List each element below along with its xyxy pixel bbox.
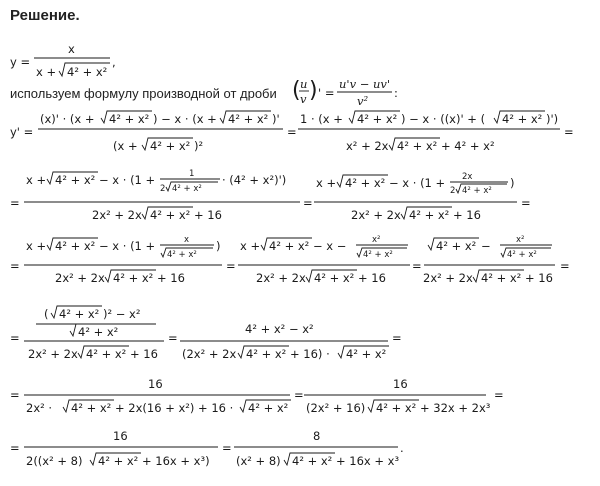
quotient-rule-formula bbox=[292, 77, 398, 108]
row2-lhs: = bbox=[10, 196, 20, 210]
den-text: + 16x + x³ bbox=[336, 454, 400, 468]
row3-frac3-num: 4² + x² bbox=[436, 239, 477, 253]
row5-frac2-num: 16 bbox=[393, 377, 408, 391]
row5-frac2-den: (2x² + 16) bbox=[306, 401, 366, 415]
step-row-1 bbox=[10, 111, 574, 153]
formula-rhs-num: u'v − uv' bbox=[339, 77, 391, 91]
inner-den: 2 bbox=[450, 186, 456, 196]
sqrt-content: 4² + x² bbox=[86, 347, 127, 361]
row1-eq1: = bbox=[287, 125, 297, 139]
solution-heading: Решение. bbox=[10, 7, 80, 24]
den-text: + 2x(16 + x²) + 16 · bbox=[115, 401, 234, 415]
inner-num: 2x bbox=[462, 172, 473, 182]
row1-frac2-den: x² + 2x bbox=[346, 139, 389, 153]
row2-eq2: = bbox=[521, 196, 531, 210]
inner-num: x² bbox=[516, 235, 525, 245]
num-text: · (4² + x²)') bbox=[222, 173, 287, 187]
num-text: ) − x · ((x)' + ( bbox=[401, 112, 486, 126]
row3-frac2-den: 2x² + 2x bbox=[256, 271, 306, 285]
num-text: ) bbox=[216, 239, 221, 253]
step-row-4 bbox=[10, 306, 402, 361]
num-text: − bbox=[481, 239, 491, 253]
sqrt-content: 4² + x² bbox=[59, 307, 100, 321]
row6-lhs: = bbox=[10, 441, 20, 455]
inner-num: 1 bbox=[189, 169, 195, 179]
row4-eq2: = bbox=[392, 331, 402, 345]
den-text: + 16 bbox=[130, 347, 158, 361]
row6-frac1-den: 2((x² + 8) bbox=[26, 454, 83, 468]
sqrt-content: 4² + x² bbox=[376, 401, 417, 415]
row1-frac1-den: (x + bbox=[113, 139, 138, 153]
num-text: )² − x² bbox=[103, 307, 141, 321]
row4-frac2-num: 4² + x² − x² bbox=[245, 322, 314, 336]
sqrt-content: 4² + x² bbox=[78, 325, 119, 339]
definition-line bbox=[10, 42, 116, 79]
row3-lhs: = bbox=[10, 259, 20, 273]
step-row-2 bbox=[10, 169, 531, 222]
row3-eq2: = bbox=[412, 259, 422, 273]
num-text: − x − bbox=[313, 239, 347, 253]
sqrt-content: 4² + x² bbox=[113, 271, 154, 285]
formula-rhs-den: v² bbox=[357, 94, 369, 108]
sqrt-content: 4² + x² bbox=[357, 112, 398, 126]
sqrt-content: 4² + x² bbox=[507, 250, 537, 260]
num-text: )') bbox=[546, 112, 559, 126]
sqrt-content: 4² + x² bbox=[481, 271, 522, 285]
row5-frac1-num: 16 bbox=[148, 377, 163, 391]
den-text: + 16 bbox=[525, 271, 553, 285]
den-text: )² bbox=[194, 139, 204, 153]
formula-paren-open: ( bbox=[292, 78, 301, 103]
sqrt-content: 4² + x² bbox=[98, 454, 139, 468]
row6-frac2-num: 8 bbox=[313, 429, 321, 443]
row6-period: . bbox=[400, 441, 404, 455]
sqrt-content: 4² + x² bbox=[172, 184, 202, 194]
def-denominator: x + bbox=[36, 65, 57, 79]
row5-eq1: = bbox=[294, 388, 304, 402]
sqrt-content: 4² + x² bbox=[150, 139, 191, 153]
num-text: − x · (1 + bbox=[389, 176, 446, 190]
row3-frac3-den: 2x² + 2x bbox=[423, 271, 473, 285]
den-text: + 16 bbox=[453, 208, 481, 222]
row3-frac1-num: x + bbox=[26, 239, 47, 253]
sqrt-content: 4² + x² bbox=[292, 454, 333, 468]
row1-eq2: = bbox=[564, 125, 574, 139]
row3-frac1-den: 2x² + 2x bbox=[55, 271, 105, 285]
row3-eq1: = bbox=[226, 259, 236, 273]
den-text: + 16x + x³) bbox=[142, 454, 210, 468]
formula-intro-text: используем формулу производной от дроби bbox=[10, 86, 277, 101]
def-lhs: y = bbox=[10, 55, 31, 69]
sqrt-content: 4² + x² bbox=[248, 401, 289, 415]
num-text: ) bbox=[510, 176, 515, 190]
row2-frac2-num: x + bbox=[316, 176, 337, 190]
row1-frac1-num: (x)' · (x + bbox=[40, 112, 95, 126]
formula-paren-close: ) bbox=[309, 78, 318, 103]
den-text: + 4² + x² bbox=[441, 139, 495, 153]
step-row-3 bbox=[10, 235, 570, 285]
num-text: )' bbox=[272, 112, 280, 126]
sqrt-content: 4² + x² bbox=[345, 176, 386, 190]
row3-frac2-num: x + bbox=[240, 239, 261, 253]
sqrt-content: 4² + x² bbox=[55, 173, 96, 187]
sqrt-content: 4² + x² bbox=[346, 347, 387, 361]
sqrt-content: 4² + x² bbox=[363, 250, 393, 260]
num-text: ) − x · (x + bbox=[153, 112, 217, 126]
row6-frac2-den: (x² + 8) bbox=[236, 454, 281, 468]
row4-frac1-den: 2x² + 2x bbox=[28, 347, 78, 361]
sqrt-content: 4² + x² bbox=[502, 112, 543, 126]
row5-frac1-den: 2x² · bbox=[26, 401, 53, 415]
sqrt-content: 4² + x² bbox=[228, 112, 269, 126]
row6-frac1-num: 16 bbox=[113, 429, 128, 443]
row3-eq3: = bbox=[560, 259, 570, 273]
sqrt-content: 4² + x² bbox=[462, 186, 492, 196]
inner-num: x² bbox=[372, 235, 381, 245]
row1-lhs: y' = bbox=[10, 125, 34, 139]
sqrt-content: 4² + x² bbox=[55, 239, 96, 253]
formula-prime-eq: ' = bbox=[318, 86, 335, 100]
step-row-5 bbox=[10, 377, 504, 415]
row2-frac1-num: x + bbox=[26, 173, 47, 187]
inner-den: 2 bbox=[160, 184, 166, 194]
row1-frac2-num: 1 · (x + bbox=[300, 112, 343, 126]
sqrt-content: 4² + x² bbox=[409, 208, 450, 222]
row2-frac1-den: 2x² + 2x bbox=[92, 208, 142, 222]
sqrt-content: 4² + x² bbox=[314, 271, 355, 285]
def-numerator: x bbox=[68, 42, 75, 56]
num-text: − x · (1 + bbox=[99, 173, 156, 187]
sqrt-content: 4² + x² bbox=[150, 208, 191, 222]
sqrt-content: 4² + x² bbox=[71, 401, 112, 415]
def-sqrt-content: 4² + x² bbox=[67, 65, 108, 79]
step-row-6 bbox=[10, 429, 404, 468]
sqrt-content: 4² + x² bbox=[397, 139, 438, 153]
row4-eq1: = bbox=[168, 331, 178, 345]
formula-u: u bbox=[300, 77, 308, 91]
sqrt-content: 4² + x² bbox=[246, 347, 287, 361]
num-text: − x · (1 + bbox=[99, 239, 156, 253]
row6-eq1: = bbox=[222, 441, 232, 455]
formula-colon: : bbox=[394, 86, 398, 100]
def-comma: , bbox=[112, 55, 116, 69]
sqrt-content: 4² + x² bbox=[269, 239, 310, 253]
row4-frac1-num: ( bbox=[44, 307, 49, 321]
row4-lhs: = bbox=[10, 331, 20, 345]
den-text: + 16) · bbox=[290, 347, 330, 361]
row5-lhs: = bbox=[10, 388, 20, 402]
row2-eq1: = bbox=[303, 196, 313, 210]
den-text: + 32x + 2x³ bbox=[420, 401, 491, 415]
den-text: + 16 bbox=[157, 271, 185, 285]
sqrt-content: 4² + x² bbox=[109, 112, 150, 126]
den-text: + 16 bbox=[358, 271, 386, 285]
den-text: + 16 bbox=[194, 208, 222, 222]
row5-eq2: = bbox=[494, 388, 504, 402]
inner-num: x bbox=[184, 235, 190, 245]
formula-v: v bbox=[300, 92, 307, 106]
row2-frac2-den: 2x² + 2x bbox=[351, 208, 401, 222]
row4-frac2-den: (2x² + 2x bbox=[182, 347, 237, 361]
sqrt-content: 4² + x² bbox=[167, 250, 197, 260]
